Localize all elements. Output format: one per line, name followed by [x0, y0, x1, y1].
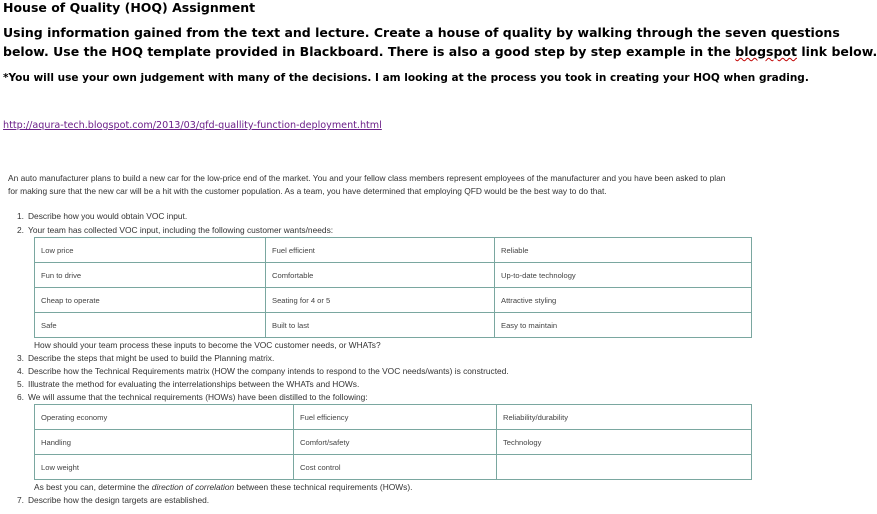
table-row: [35, 263, 752, 288]
table-cell: Fun to drive: [35, 263, 266, 288]
question-3-text: Describe the steps that might be used to build the Planning matrix.: [28, 353, 275, 363]
question-2: [14, 225, 333, 235]
question-5-text: Illustrate the method for evaluating the interrelationships between the WHATs and HOWs.: [28, 379, 360, 389]
intro-word-blogspot: blogspot: [735, 44, 797, 59]
assignment-title: House of Quality (HOQ) Assignment: [3, 0, 256, 15]
question-3-number: 3.: [17, 353, 24, 363]
technical-requirements-table: [34, 404, 752, 480]
table-cell: Fuel efficiency: [294, 405, 497, 430]
table-cell: Reliability/durability: [497, 405, 752, 430]
customer-needs-table: [34, 237, 752, 338]
table-cell: Cheap to operate: [35, 288, 266, 313]
table-cell: Safe: [35, 313, 266, 338]
question-2-text: Your team has collected VOC input, including the following customer wants/needs:: [28, 225, 334, 235]
blogspot-example-link[interactable]: http://aqura-tech.blogspot.com/2013/03/qfd-quallity-function-deployment.html: [3, 120, 382, 131]
intro-line-2-end: link below.: [796, 44, 877, 59]
question-5-number: 5.: [17, 379, 24, 389]
table-cell: Comfortable: [266, 263, 495, 288]
table-cell: Built to last: [266, 313, 495, 338]
table-cell: Attractive styling: [495, 288, 752, 313]
intro-line-2-start: below. Use the HOQ template provided in Blackboard. There is also a good step by step example in the: [3, 44, 736, 59]
question-7-text: Describe how the design targets are established.: [28, 495, 210, 505]
table-cell: [497, 455, 752, 480]
table-cell: Easy to maintain: [495, 313, 752, 338]
question-1-number: 1.: [17, 211, 24, 221]
table-cell: Low weight: [35, 455, 294, 480]
question-6-number: 6.: [17, 392, 24, 402]
question-2-follow-up: How should your team process these inputs to become the VOC customer needs, or WHATs?: [34, 340, 381, 350]
question-3: [14, 353, 274, 363]
table-row: [35, 455, 752, 480]
question-5: [14, 379, 359, 389]
scenario-line-1: An auto manufacturer plans to build a new car for the low-price end of the market. You and your fellow class members represent employees of the manufacturer and you have been asked to plan: [8, 173, 726, 183]
table-cell: Up-to-date technology: [495, 263, 752, 288]
question-1-text: Describe how you would obtain VOC input.: [28, 211, 188, 221]
question-6-text: We will assume that the technical requirements (HOWs) have been distilled to the following:: [28, 392, 368, 402]
question-1: [14, 211, 187, 221]
question-6-follow-up-start: As best you can, determine the: [34, 482, 152, 492]
question-7: [14, 495, 209, 505]
question-6: [14, 392, 368, 402]
table-cell: Reliable: [495, 238, 752, 263]
question-4-text: Describe how the Technical Requirements matrix (HOW the company intends to respond to the VOC needs/wants) is constructed.: [28, 366, 509, 376]
table-row: [35, 288, 752, 313]
intro-line-1: Using information gained from the text and lecture. Create a house of quality by walking through the seven questions: [3, 25, 840, 40]
table-cell: Technology: [497, 430, 752, 455]
question-6-follow-up-emphasis: direction of correlation: [151, 482, 235, 492]
table-row: [35, 430, 752, 455]
question-2-number: 2.: [17, 225, 24, 235]
table-cell: Fuel efficient: [266, 238, 495, 263]
table-row: [35, 405, 752, 430]
scenario-line-2: for making sure that the new car will be a hit with the customer population. As a team, you have determined that employing QFD would be the best way to do that.: [8, 186, 607, 196]
question-6-follow-up: [34, 482, 412, 492]
table-row: [35, 313, 752, 338]
table-cell: Cost control: [294, 455, 497, 480]
question-7-number: 7.: [17, 495, 24, 505]
table-cell: Handling: [35, 430, 294, 455]
question-4-number: 4.: [17, 366, 24, 376]
table-cell: Seating for 4 or 5: [266, 288, 495, 313]
grading-note: *You will use your own judgement with many of the decisions. I am looking at the process you took in creating your HOQ when grading.: [3, 72, 809, 84]
question-4: [14, 366, 509, 376]
table-cell: Operating economy: [35, 405, 294, 430]
question-6-follow-up-end: between these technical requirements (HOWs).: [234, 482, 413, 492]
table-row: [35, 238, 752, 263]
table-cell: Comfort/safety: [294, 430, 497, 455]
table-cell: Low price: [35, 238, 266, 263]
intro-line-2: [3, 44, 877, 59]
